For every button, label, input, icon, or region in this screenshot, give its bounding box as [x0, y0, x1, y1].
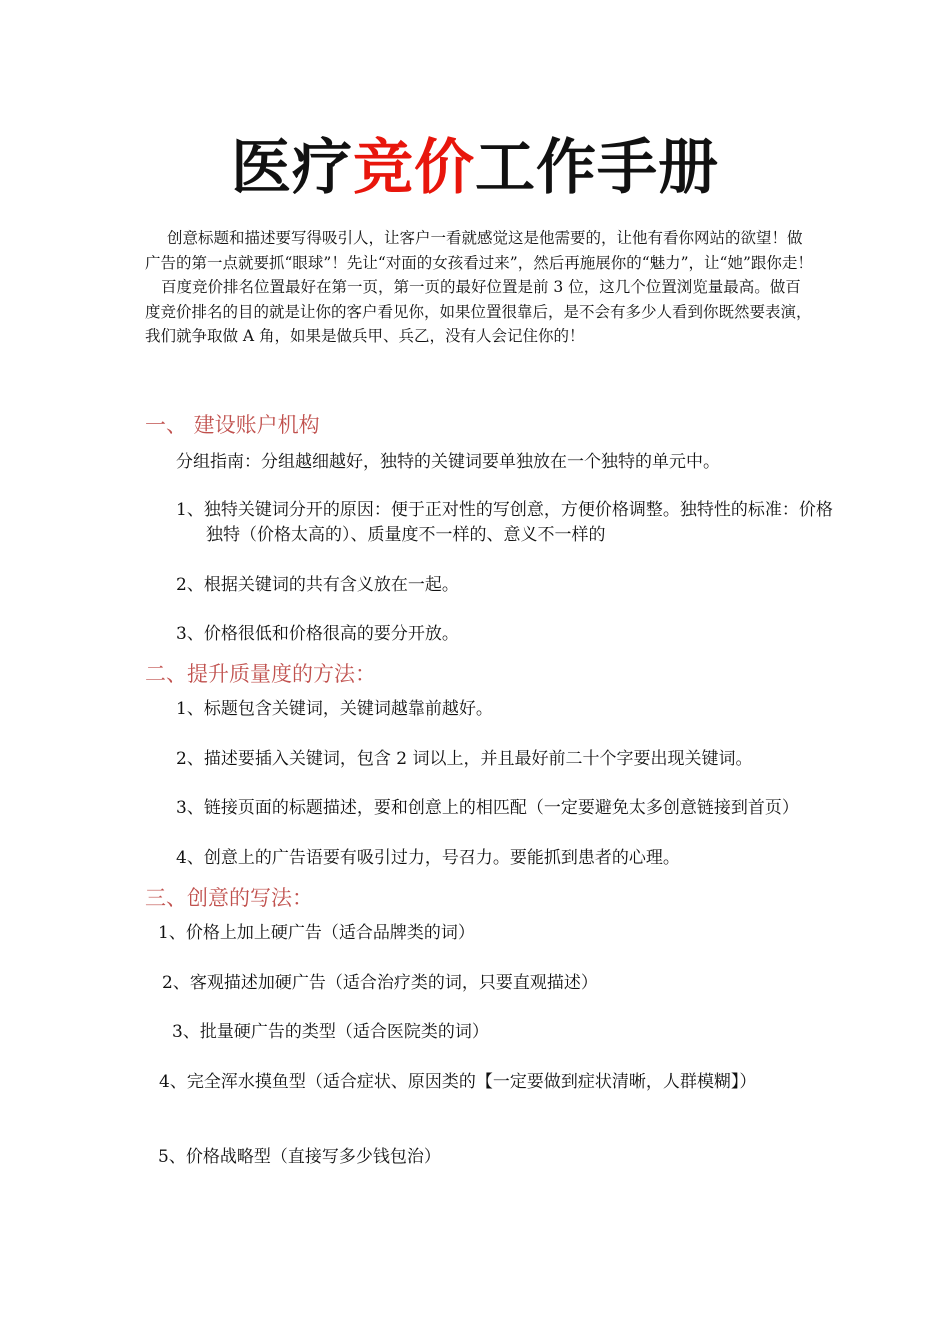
section-2-item-4: 4、创意上的广告语要有吸引过力，号召力。要能抓到患者的心理。 [176, 848, 680, 868]
section-1-heading: 一、 建设账户机构 [145, 413, 320, 437]
section-3-item-1: 1、价格上加上硬广告（适合品牌类的词） [158, 923, 475, 943]
section-2-item-1: 1、标题包含关键词，关键词越靠前越好。 [176, 699, 493, 719]
intro-block [145, 226, 815, 349]
section-3-item-4: 4、完全浑水摸鱼型（适合症状、原因类的【一定要做到症状清晰，人群模糊】） [159, 1072, 757, 1092]
section-2-heading: 二、提升质量度的方法： [145, 662, 376, 686]
section-3-heading: 三、创意的写法： [145, 886, 313, 910]
document-title [0, 128, 950, 208]
section-3-item-3: 3、批量硬广告的类型（适合医院类的词） [172, 1022, 489, 1042]
intro-paragraph-1: 创意标题和描述要写得吸引人，让客户一看就感觉这是他需要的，让他有看你网站的欲望！做广告的第一点就要抓“眼球”！先让“对面的女孩看过来”，然后再施展你的“魅力”，让“她”跟你走！ [145, 229, 813, 272]
title-part-1: 医疗 [231, 133, 353, 203]
section-2-item-2: 2、描述要插入关键词，包含 2 词以上，并且最好前二十个字要出现关键词。 [176, 749, 753, 769]
title-part-2: 工作手册 [475, 133, 719, 203]
section-1-item-1: 1、独特关键词分开的原因：便于正对性的写创意，方便价格调整。独特性的标准：价格独特（价格太高的）、质量度不一样的、意义不一样的 [176, 500, 833, 545]
section-2-item-3: 3、链接页面的标题描述，要和创意上的相匹配（一定要避免太多创意链接到首页） [176, 798, 799, 818]
section-1-item-2: 2、根据关键词的共有含义放在一起。 [176, 575, 459, 595]
section-1-guide: 分组指南：分组越细越好，独特的关键词要单独放在一个独特的单元中。 [176, 452, 720, 472]
section-3-item-5: 5、价格战略型（直接写多少钱包治） [158, 1147, 441, 1167]
intro-paragraph-2: 百度竞价排名位置最好在第一页，第一页的最好位置是前 3 位，这几个位置浏览量最高。做百度竞价排名的目的就是让你的客户看见你，如果位置很靠后，是不会有多少人看到你既然要表演，我们就争取做 A 角，如果是做兵甲、兵乙，没有人会记住你的！ [145, 278, 812, 345]
section-1-item-3: 3、价格很低和价格很高的要分开放。 [176, 624, 459, 644]
title-accent: 竞价 [353, 133, 475, 203]
section-3-item-2: 2、客观描述加硬广告（适合治疗类的词，只要直观描述） [162, 973, 598, 993]
